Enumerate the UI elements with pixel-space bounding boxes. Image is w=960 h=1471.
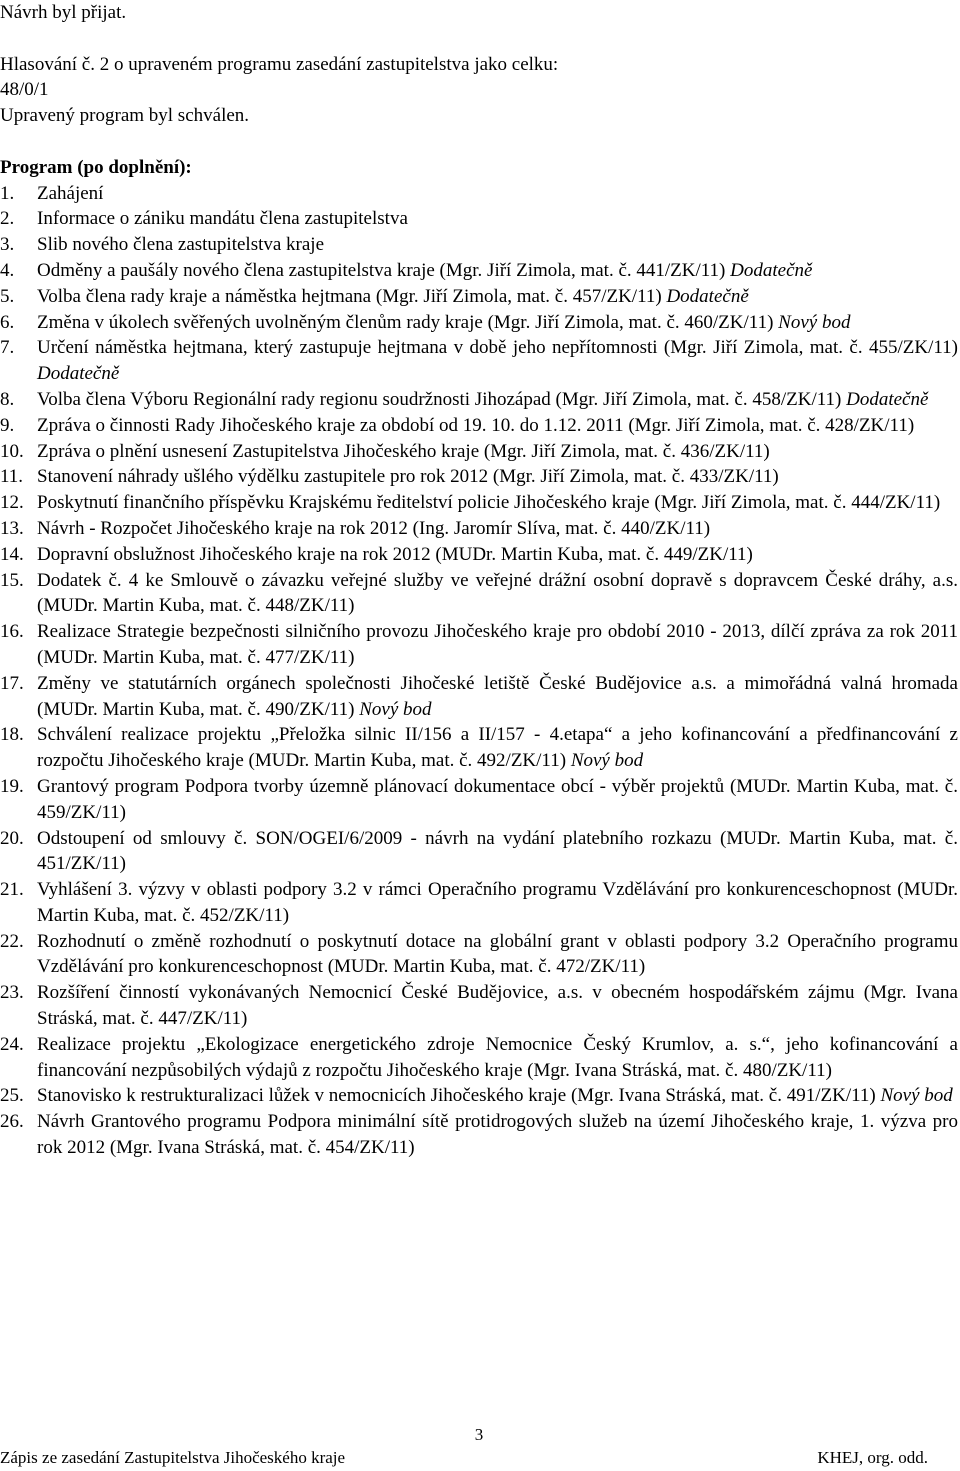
agenda-item-number: 23.: [0, 982, 24, 1004]
agenda-item-text-wrap: [37, 413, 958, 439]
agenda-item-number: 4.: [0, 259, 15, 281]
agenda-item-text: Rozhodnutí o změně rozhodnutí o poskytnutí dotace na globální grant v oblasti podpory 3.2 Operačního programu Vzdělávání pro konkurenceschopnost (MUDr. Martin Kuba, mat. č. 472/ZK/11): [37, 930, 958, 978]
agenda-item-text-wrap: [37, 387, 958, 413]
agenda-item: [0, 722, 958, 774]
agenda-item-text-wrap: [37, 439, 958, 465]
agenda-item-text: Poskytnutí finančního příspěvku Krajskému ředitelství policie Jihočeského kraje (Mgr. Jiří Zimola, mat. č. 444/ZK/11): [37, 492, 941, 514]
vote-result: 48/0/1: [0, 79, 49, 101]
agenda-item-note: Dodatečně: [846, 388, 929, 410]
agenda-item-text-wrap: [37, 258, 958, 284]
agenda-item-text-wrap: [37, 310, 958, 336]
proposal-accepted-text: Návrh byl přijat.: [0, 2, 127, 23]
agenda-item-text: Vyhlášení 3. výzvy v oblasti podpory 3.2 v rámci Operačního programu Vzdělávání pro konkurenceschopnost (MUDr. Martin Kuba, mat. č. 452/ZK/11): [37, 879, 958, 926]
agenda-item: [0, 877, 958, 929]
agenda-item-text-wrap: [37, 464, 958, 490]
agenda-item: [0, 826, 958, 878]
agenda-item-text-wrap: [37, 1032, 958, 1084]
agenda-item-text-wrap: [37, 619, 958, 671]
agenda-item-text-wrap: [37, 1109, 958, 1161]
agenda-item-number: 5.: [0, 285, 15, 307]
agenda-item: [0, 671, 958, 723]
agenda-item: [0, 464, 958, 490]
agenda-item-note: Dodatečně: [666, 285, 749, 307]
agenda-item-text-wrap: [37, 1083, 958, 1109]
agenda-item-text-wrap: [37, 929, 958, 981]
agenda-item: [0, 258, 958, 284]
footer-department: KHEJ, org. odd.: [817, 1448, 928, 1467]
agenda-item-text-wrap: [37, 542, 958, 568]
agenda-item-number: 10.: [0, 440, 24, 462]
agenda-item: [0, 1109, 958, 1161]
agenda-item-text-wrap: [37, 181, 958, 207]
agenda-item: [0, 206, 958, 232]
agenda-item-number: 24.: [0, 1033, 24, 1055]
agenda-item-text-wrap: [37, 826, 958, 878]
agenda-item: [0, 387, 958, 413]
agenda-item-text-wrap: [37, 980, 958, 1032]
agenda-item-note: Nový bod: [880, 1085, 953, 1107]
agenda-item: [0, 619, 958, 671]
agenda-item-text: Slib nového člena zastupitelstva kraje: [37, 234, 325, 256]
agenda-item-number: 8.: [0, 388, 15, 410]
agenda-item-number: 3.: [0, 234, 15, 256]
agenda-item-number: 20.: [0, 827, 24, 849]
agenda-item-number: 18.: [0, 724, 24, 746]
agenda-item-text: Odměny a paušály nového člena zastupitelstva kraje (Mgr. Jiří Zimola, mat. č. 441/ZK/11): [37, 259, 726, 281]
agenda-item-number: 22.: [0, 930, 24, 952]
agenda-item-text: Změny ve statutárních orgánech společnosti Jihočeské letiště České Budějovice a.s. a mimořádná valná hromada (MUDr. Martin Kuba, mat. č. 490/ZK/11): [37, 672, 958, 720]
agenda-item-text: Grantový program Podpora tvorby územně plánovací dokumentace obcí - výběr projektů (MUDr. Martin Kuba, mat. č. 459/ZK/11): [37, 775, 958, 823]
page-number: 3: [474, 1425, 484, 1444]
agenda-item: [0, 929, 958, 981]
spacer: [0, 129, 958, 155]
agenda-item-note: Nový bod: [778, 311, 851, 333]
program-approved-text: Upravený program byl schválen.: [0, 105, 250, 127]
agenda-item: [0, 516, 958, 542]
footer-document-title: Zápis ze zasedání Zastupitelstva Jihočeského kraje: [0, 1448, 346, 1467]
agenda-item: [0, 1083, 958, 1109]
agenda-item-text-wrap: [37, 490, 958, 516]
agenda-item-text-wrap: [37, 671, 958, 723]
agenda-item-number: 1.: [0, 182, 15, 204]
agenda-item-text: Stanovení náhrady ušlého výdělku zastupitele pro rok 2012 (Mgr. Jiří Zimola, mat. č. 433/ZK/11): [37, 466, 779, 488]
agenda-item-text-wrap: [37, 232, 958, 258]
agenda-item-text: Návrh Grantového programu Podpora minimální sítě protidrogových služeb na území Jihočeského kraje, 1. výzva pro rok 2012 (Mgr. Ivana Stráská, mat. č. 454/ZK/11): [37, 1111, 958, 1159]
agenda-item: [0, 568, 958, 620]
agenda-item-text: Stanovisko k restrukturalizaci lůžek v nemocnicích Jihočeského kraje (Mgr. Ivana Stráská, mat. č. 491/ZK/11): [37, 1085, 876, 1107]
agenda-item-text-wrap: [37, 877, 958, 929]
agenda-item-text: Zpráva o plnění usnesení Zastupitelstva Jihočeského kraje (Mgr. Jiří Zimola, mat. č. 436/ZK/11): [37, 440, 770, 462]
agenda-item-text: Informace o zániku mandátu člena zastupitelstva: [37, 208, 408, 230]
agenda-item: [0, 439, 958, 465]
agenda-item-text-wrap: [37, 335, 958, 387]
agenda-item-text: Změna v úkolech svěřených uvolněným členům rady kraje (Mgr. Jiří Zimola, mat. č. 460/ZK/11): [37, 311, 774, 333]
agenda-item-text: Zpráva o činnosti Rady Jihočeského kraje za období od 19. 10. do 1.12. 2011 (Mgr. Jiří Zimola, mat. č. 428/ZK/11): [37, 414, 915, 436]
agenda-item-text-wrap: [37, 206, 958, 232]
agenda-item-text: Dodatek č. 4 ke Smlouvě o závazku veřejné služby ve veřejné drážní osobní dopravě s dopravcem České dráhy, a.s. (MUDr. Martin Kuba, mat. č. 448/ZK/11): [37, 569, 958, 617]
agenda-item: [0, 310, 958, 336]
spacer: [0, 26, 958, 52]
agenda-item: [0, 542, 958, 568]
agenda-item-number: 11.: [0, 466, 24, 488]
agenda-item: [0, 774, 958, 826]
agenda-item-text: Návrh - Rozpočet Jihočeského kraje na rok 2012 (Ing. Jaromír Slíva, mat. č. 440/ZK/11): [37, 517, 711, 539]
agenda-item-number: 17.: [0, 672, 24, 694]
agenda-item-text-wrap: [37, 722, 958, 774]
agenda-item-text: Dopravní obslužnost Jihočeského kraje na rok 2012 (MUDr. Martin Kuba, mat. č. 449/ZK/11): [37, 543, 753, 565]
agenda-item-number: 19.: [0, 775, 24, 797]
agenda-item-note: Nový bod: [570, 750, 644, 772]
agenda-item-number: 21.: [0, 879, 24, 901]
agenda-item: [0, 413, 958, 439]
agenda-item-text-wrap: [37, 284, 958, 310]
agenda-item-text-wrap: [37, 774, 958, 826]
agenda-item-note: Dodatečně: [37, 363, 120, 385]
agenda-item-text: Volba člena rady kraje a náměstka hejtmana (Mgr. Jiří Zimola, mat. č. 457/ZK/11): [37, 285, 662, 307]
agenda-item-text: Schválení realizace projektu „Přeložka silnic II/156 a II/157 - 4.etapa“ a jeho kofinancování a předfinancování z rozpočtu Jihočeského kraje (MUDr. Martin Kuba, mat. č. 492/ZK/11): [37, 724, 958, 772]
agenda-item-number: 2.: [0, 208, 15, 230]
agenda-item-number: 13.: [0, 517, 24, 539]
page-footer: [0, 1424, 958, 1470]
agenda-item-text: Odstoupení od smlouvy č. SON/OGEI/6/2009 - návrh na vydání platebního rozkazu (MUDr. Martin Kuba, mat. č. 451/ZK/11): [37, 827, 958, 875]
agenda-item-text: Rozšíření činností vykonávaných Nemocnicí České Budějovice, a.s. v obecném hospodářském zájmu (Mgr. Ivana Stráská, mat. č. 447/ZK/11): [37, 982, 958, 1030]
agenda-item-number: 7.: [0, 337, 15, 359]
agenda-item-number: 14.: [0, 543, 24, 565]
agenda-item-number: 9.: [0, 414, 15, 436]
agenda-item-text: Určení náměstka hejtmana, který zastupuje hejtmana v době jeho nepřítomnosti (Mgr. Jiří Zimola, mat. č. 455/ZK/11): [37, 337, 958, 359]
agenda-item-note: Dodatečně: [730, 259, 813, 281]
agenda-item-text-wrap: [37, 568, 958, 620]
program-heading: Program (po doplnění):: [0, 156, 192, 178]
vote-line: Hlasování č. 2 o upraveném programu zasedání zastupitelstva jako celku:: [0, 53, 559, 75]
agenda-item: [0, 335, 958, 387]
agenda-item-text: Zahájení: [37, 182, 104, 204]
agenda-list: [0, 181, 958, 1161]
agenda-item-text: Realizace Strategie bezpečnosti silničního provozu Jihočeského kraje pro období 2010 - 2013, dílčí zpráva za rok 2011 (MUDr. Martin Kuba, mat. č. 477/ZK/11): [37, 621, 958, 668]
agenda-item: [0, 284, 958, 310]
agenda-item-number: 15.: [0, 569, 24, 591]
agenda-item-note: Nový bod: [359, 698, 432, 720]
agenda-item: [0, 980, 958, 1032]
agenda-item-number: 12.: [0, 492, 24, 514]
agenda-item: [0, 1032, 958, 1084]
agenda-item-number: 26.: [0, 1111, 24, 1133]
agenda-item: [0, 181, 958, 207]
agenda-item-number: 25.: [0, 1085, 24, 1107]
agenda-item: [0, 232, 958, 258]
agenda-item-text: Realizace projektu „Ekologizace energetického zdroje Nemocnice Český Krumlov, a. s.“, jeho kofinancování a financování nezpůsobilých výdajů z rozpočtu Jihočeského kraje (Mgr. Ivana Stráská, mat. č. 480/ZK/11): [37, 1033, 958, 1081]
agenda-item-number: 16.: [0, 621, 24, 643]
agenda-item-number: 6.: [0, 311, 15, 333]
agenda-item-text: Volba člena Výboru Regionální rady regionu soudržnosti Jihozápad (Mgr. Jiří Zimola, mat. č. 458/ZK/11): [37, 388, 842, 410]
agenda-item: [0, 490, 958, 516]
agenda-item-text-wrap: [37, 516, 958, 542]
